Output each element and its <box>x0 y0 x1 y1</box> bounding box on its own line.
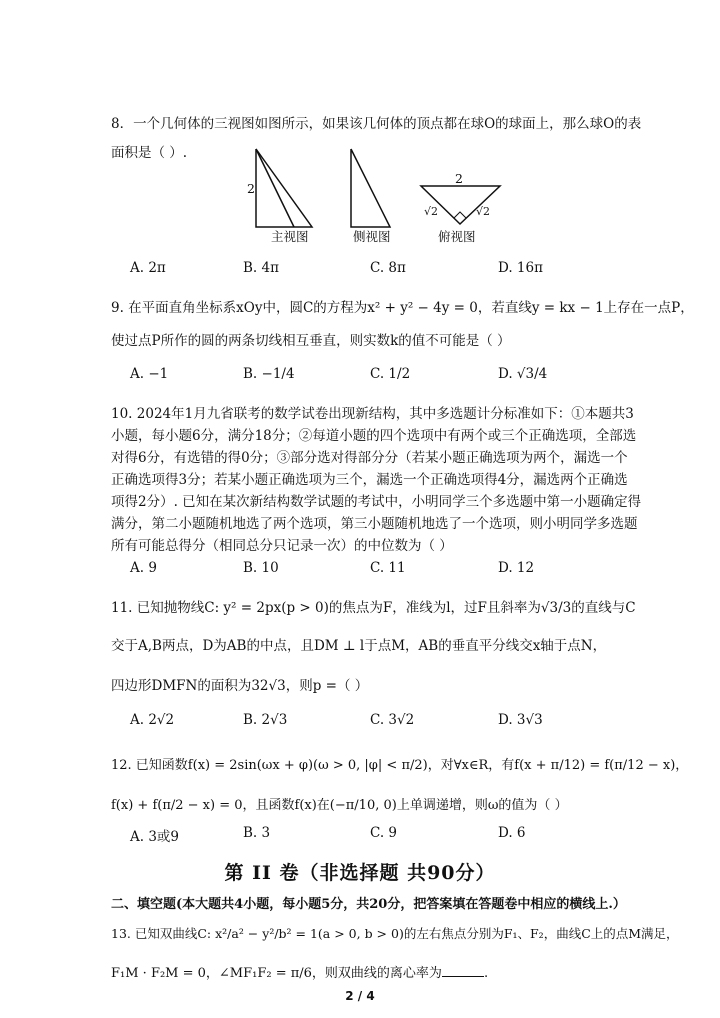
q12-line2: f(x) + f(π/2 − x) = 0，且函数f(x)在(−π/10, 0)上单调递增，则ω的值为（ ） <box>111 798 568 813</box>
q9-line2: 使过点P所作的圆的两条切线相互垂直，则实数k的值不可能是（ ） <box>111 333 511 349</box>
q10-option-d: D. 12 <box>498 560 535 576</box>
top-view-side-right-label: √2 <box>476 205 491 218</box>
q10-line1: 10. 2024年1月九省联考的数学试卷出现新结构，其中多选题计分标准如下：①本题共3 <box>111 406 634 422</box>
front-view-drawing <box>256 149 312 227</box>
top-view-side-left-label: √2 <box>424 205 439 218</box>
q13-line1: 13. 已知双曲线C: x²/a² − y²/b² = 1(a > 0, b > 0)的左右焦点分别为F₁、F₂，曲线C上的点M满足， <box>111 926 679 941</box>
q10-line7: 所有可能总得分（相同总分只记录一次）的中位数为（ ） <box>111 538 453 554</box>
q12-line1: 12. 已知函数f(x) = 2sin(ωx + φ)(ω > 0, |φ| < π/2)，对∀x∈R，有f(x + π/12) = f(π/12 − x)， <box>111 758 689 773</box>
q13-line2-end: . <box>483 966 489 981</box>
q11-option-d: D. 3√3 <box>498 712 543 728</box>
q10-line4: 正确选项得3分；若某小题正确选项为三个，漏选一个正确选项得4分，漏选两个正确选 <box>111 472 628 488</box>
q8-option-d: D. 16π <box>498 260 543 276</box>
side-view-drawing <box>351 149 390 227</box>
q10-option-b: B. 10 <box>243 560 279 576</box>
q9-line1: 9. 在平面直角坐标系xOy中，圆C的方程为x² + y² − 4y = 0，若直线y = kx − 1上存在一点P， <box>111 300 694 316</box>
q8-line1: 8．一个几何体的三视图如图所示，如果该几何体的顶点都在球O的球面上，那么球O的表 <box>111 116 642 132</box>
q11-option-a: A. 2√2 <box>130 712 175 728</box>
top-view-width-label: 2 <box>455 171 463 186</box>
q11-option-c: C. 3√2 <box>370 712 415 728</box>
q10-line5: 项得2分）. 已知在某次新结构数学试题的考试中，小明同学三个多选题中第一小题确定得 <box>111 494 642 510</box>
q10-line6: 满分，第二小题随机地选了两个选项，第三小题随机地选了一个选项，则小明同学多选题 <box>111 516 638 532</box>
q8-line2: 面积是（ ）. <box>111 145 188 161</box>
q12-option-d: D. 6 <box>498 825 526 841</box>
q10-option-a: A. 9 <box>130 560 157 576</box>
q10-line3: 对得6分，有选错的得0分；③部分选对得部分分（若某小题正确选项为两个，漏选一个 <box>111 450 628 466</box>
q8-option-a: A. 2π <box>130 260 166 276</box>
q12-option-b: B. 3 <box>243 825 271 841</box>
q9-option-d: D. √3/4 <box>498 366 548 382</box>
q13-line2: F₁M · F₂M = 0，∠MF₁F₂ = π/6，则双曲线的离心率为 <box>111 966 442 981</box>
q12-option-c: C. 9 <box>370 825 398 841</box>
q12-option-a: A. 3或9 <box>130 829 180 845</box>
q13-line2-wrap <box>111 962 488 981</box>
q10-line2: 小题，每小题6分，满分18分；②每道小题的四个选项中有两个或三个正确选项，全部选 <box>111 428 637 444</box>
q10-option-c: C. 11 <box>370 560 406 576</box>
q11-line1: 11. 已知抛物线C: y² = 2px(p > 0)的焦点为F，准线为l，过F且斜率为√3/3的直线与C <box>111 600 636 616</box>
q11-line2: 交于A,B两点，D为AB的中点，且DM ⊥ l于点M，AB的垂直平分线交x轴于点N， <box>111 638 607 654</box>
q9-option-c: C. 1/2 <box>370 366 411 382</box>
top-view-label: 俯视图 <box>438 229 476 244</box>
q11-option-b: B. 2√3 <box>243 712 288 728</box>
q9-option-b: B. −1/4 <box>243 366 295 382</box>
q9-option-a: A. −1 <box>130 366 169 382</box>
answer-blank <box>442 964 484 977</box>
section2-title: 第 II 卷（非选择题 共90分） <box>224 862 496 884</box>
side-view-label: 侧视图 <box>353 229 391 244</box>
q11-line3: 四边形DMFN的面积为32√3，则p =（ ） <box>111 678 369 694</box>
front-view-height-label: 2 <box>247 181 255 196</box>
page-number: 2 / 4 <box>345 989 375 1003</box>
front-view-label: 主视图 <box>271 229 309 244</box>
section2-subtitle: 二、填空题(本大题共4小题，每小题5分，共20分，把答案填在答题卷中相应的横线上.） <box>111 897 626 912</box>
q8-option-c: C. 8π <box>370 260 406 276</box>
q8-option-b: B. 4π <box>243 260 279 276</box>
